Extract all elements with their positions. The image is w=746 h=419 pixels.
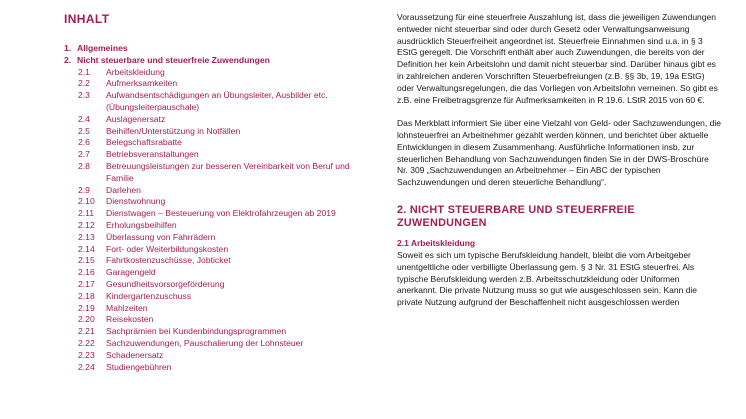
toc-item[interactable]: [64, 55, 374, 67]
toc-item-label: Nicht steuerbare und steuerfreie Zuwendungen: [77, 54, 270, 65]
toc-subitem[interactable]: [64, 126, 374, 138]
toc-subitem-number: 2.21: [78, 326, 95, 337]
toc-subitem-label: Arbeitskleidung: [106, 66, 165, 77]
toc-subitem-label: Auslagenersatz: [106, 113, 166, 124]
toc-item[interactable]: [64, 43, 374, 55]
toc-subitem-label: Beihilfen/Unterstützung in Notfällen: [106, 125, 241, 136]
toc-subitem[interactable]: [64, 161, 374, 185]
toc-subitem[interactable]: [64, 338, 374, 350]
toc-subitem-label: Schadenersatz: [106, 349, 164, 360]
toc-subitem-label: Fort- oder Weiterbildungskosten: [106, 243, 229, 254]
toc-subitem-label: Fahrtkostenzuschüsse, Jobticket: [106, 255, 231, 266]
toc-subitem-number: 2.5: [78, 125, 90, 136]
toc-subitem[interactable]: [64, 314, 374, 326]
toc-heading: INHALT: [64, 12, 110, 26]
toc-subitem-number: 2.24: [78, 361, 95, 372]
toc-subitem-number: 2.16: [78, 267, 95, 278]
main-text-column: [397, 12, 722, 309]
toc-subitem-number: 2.12: [78, 219, 95, 230]
section-heading: 2. NICHT STEUERBARE UND STEUERFREIE ZUWENDUNGEN: [397, 203, 635, 229]
info-paragraph: Das Merkblatt informiert Sie über eine Vielzahl von Geld- oder Sachzuwendungen, die lohnsteuerfrei an Arbeitnehmer gezahlt werden können, und berichtet über aktuelle Entwicklungen in diesem Zusammenhang. Ausführliche Informationen insb. zur steuerlichen Behandlung von Sachzuwendungen finden Sie in der DWS-Broschüre Nr. 309 „Sachzuwendungen an Arbeitnehmer – Ein ABC der typischen Sachzuwendungen und deren steuerliche Behandlung“.: [397, 118, 721, 188]
toc-subitem-label: Studiengebühren: [106, 361, 172, 372]
toc-subitem-number: 2.18: [78, 290, 95, 301]
toc-subitem[interactable]: [64, 185, 374, 197]
toc-subitem[interactable]: [64, 350, 374, 362]
toc-subitem-number: 2.17: [78, 278, 95, 289]
toc-subitem-number: 2.1: [78, 66, 90, 77]
toc-subitem[interactable]: [64, 362, 374, 374]
toc-subitem-label: Sachprämien bei Kundenbindungsprogrammen: [106, 326, 287, 337]
toc-subitem-label: Betriebsveranstaltungen: [106, 149, 199, 160]
workwear-paragraph: Soweit es sich um typische Berufskleidung handelt, bleibt die vom Arbeitgeber unentgeltliche oder verbilligte Überlassung gem. § 3 Nr. 31 EStG steuerfrei. Als typische Berufskleidung werden z.B. Arbeitsschutzkleidung oder Uniformen anerkannt. Die private Nutzung muss so gut wie ausgeschlossen sein. Kann die private Nutzung aufgrund der Beschaffenheit nicht ausgeschlossen werden: [397, 249, 698, 308]
toc-subitem-number: 2.4: [78, 113, 90, 124]
subsection-heading: 2.1 Arbeitskleidung: [397, 238, 476, 249]
toc-subitem-number: 2.9: [78, 184, 90, 195]
toc-sub-list: [64, 67, 374, 374]
toc-subitem-label: Betreuungsleistungen zur besseren Vereinbarkeit von Beruf und Familie: [106, 160, 350, 183]
toc-subitem-label: Mahlzeiten: [106, 302, 148, 313]
toc-subitem[interactable]: [64, 78, 374, 90]
toc-subitem-label: Erholungsbeihilfen: [106, 219, 177, 230]
toc-subitem-number: 2.7: [78, 149, 90, 160]
toc-subitem-label: Belegschaftsrabatte: [106, 137, 182, 148]
toc-subitem[interactable]: [64, 232, 374, 244]
toc-item-label: Allgemeines: [77, 43, 128, 53]
toc-subitem-label: Garagengeld: [106, 267, 156, 278]
toc-subitem[interactable]: [64, 67, 374, 79]
toc-subitem[interactable]: [64, 255, 374, 267]
table-of-contents: [64, 12, 374, 373]
toc-subitem[interactable]: [64, 326, 374, 338]
toc-subitem-number: 2.13: [78, 231, 95, 242]
toc-subitem[interactable]: [64, 244, 374, 256]
toc-subitem[interactable]: [64, 149, 374, 161]
toc-subitem[interactable]: [64, 220, 374, 232]
toc-subitem-label: Aufmerksamkeiten: [106, 78, 178, 89]
toc-subitem-number: 2.20: [78, 314, 95, 325]
toc-subitem[interactable]: [64, 137, 374, 149]
toc-subitem-number: 2.3: [78, 90, 90, 101]
toc-subitem-label: Überlassung von Fahrrädern: [106, 231, 216, 242]
toc-item-number: 2.: [64, 54, 72, 65]
toc-subitem-label: Sachzuwendungen, Pauschalierung der Lohnsteuer: [106, 337, 304, 348]
toc-subitem[interactable]: [64, 279, 374, 291]
toc-subitem[interactable]: [64, 208, 374, 220]
toc-subitem-number: 2.6: [78, 137, 90, 148]
toc-subitem[interactable]: [64, 114, 374, 126]
toc-subitem-number: 2.15: [78, 255, 95, 266]
toc-subitem-label: Gesundheitsvorsorgeförderung: [106, 278, 225, 289]
toc-subitem-number: 2.19: [78, 302, 95, 313]
toc-subitem[interactable]: [64, 267, 374, 279]
toc-subitem-number: 2.14: [78, 243, 95, 254]
toc-subitem-number: 2.23: [78, 349, 95, 360]
toc-subitem-number: 2.22: [78, 337, 95, 348]
toc-subitem[interactable]: [64, 303, 374, 315]
toc-subitem-label: Reisekosten: [106, 314, 154, 325]
toc-subitem-label: Darlehen: [106, 184, 141, 195]
toc-subitem-label: Kindergartenzuschuss: [106, 290, 192, 301]
toc-subitem-number: 2.2: [78, 78, 90, 89]
toc-subitem-label: Dienstwohnung: [106, 196, 166, 207]
toc-subitem[interactable]: [64, 90, 374, 114]
intro-paragraph: Voraussetzung für eine steuerfreie Auszahlung ist, dass die jeweiligen Zuwendungen entweder nicht steuerbar sind oder durch Gesetz oder Verwaltungsanweisung ausdrücklich Steuerfreiheit angeordnet ist. Steuerfreie Einnahmen sind u.a. in § 3 EStG geregelt. Die Vorschrift enthält aber auch Zuwendungen, die bereits von der Definition her kein Arbeitslohn und damit nicht steuerbar sind. Darüber hinaus gibt es in zahlreichen anderen Vorschriften Steuerbefreiungen (z.B. §§ 3b, 19, 19a EStG) oder Verwaltungsregelungen, die das Vorliegen von Arbeitslohn verneinen. So gibt es z.B. eine Freibetragsgrenze für Aufmerksamkeiten in R 19.6. LStR 2015 von 60 €.: [397, 12, 718, 105]
toc-subitem-number: 2.11: [78, 208, 95, 219]
toc-item-number: 1.: [64, 43, 72, 53]
toc-subitem-label: Dienstwagen – Besteuerung von Elektrofahrzeugen ab 2019: [106, 208, 336, 219]
toc-subitem-label: Aufwandsentschädigungen an Übungsleiter, Ausbilder etc. (Übungsleiterpauschale): [106, 90, 328, 112]
toc-subitem[interactable]: [64, 291, 374, 303]
toc-subitem-number: 2.8: [78, 160, 90, 171]
toc-subitem[interactable]: [64, 196, 374, 208]
toc-subitem-number: 2.10: [78, 196, 95, 207]
